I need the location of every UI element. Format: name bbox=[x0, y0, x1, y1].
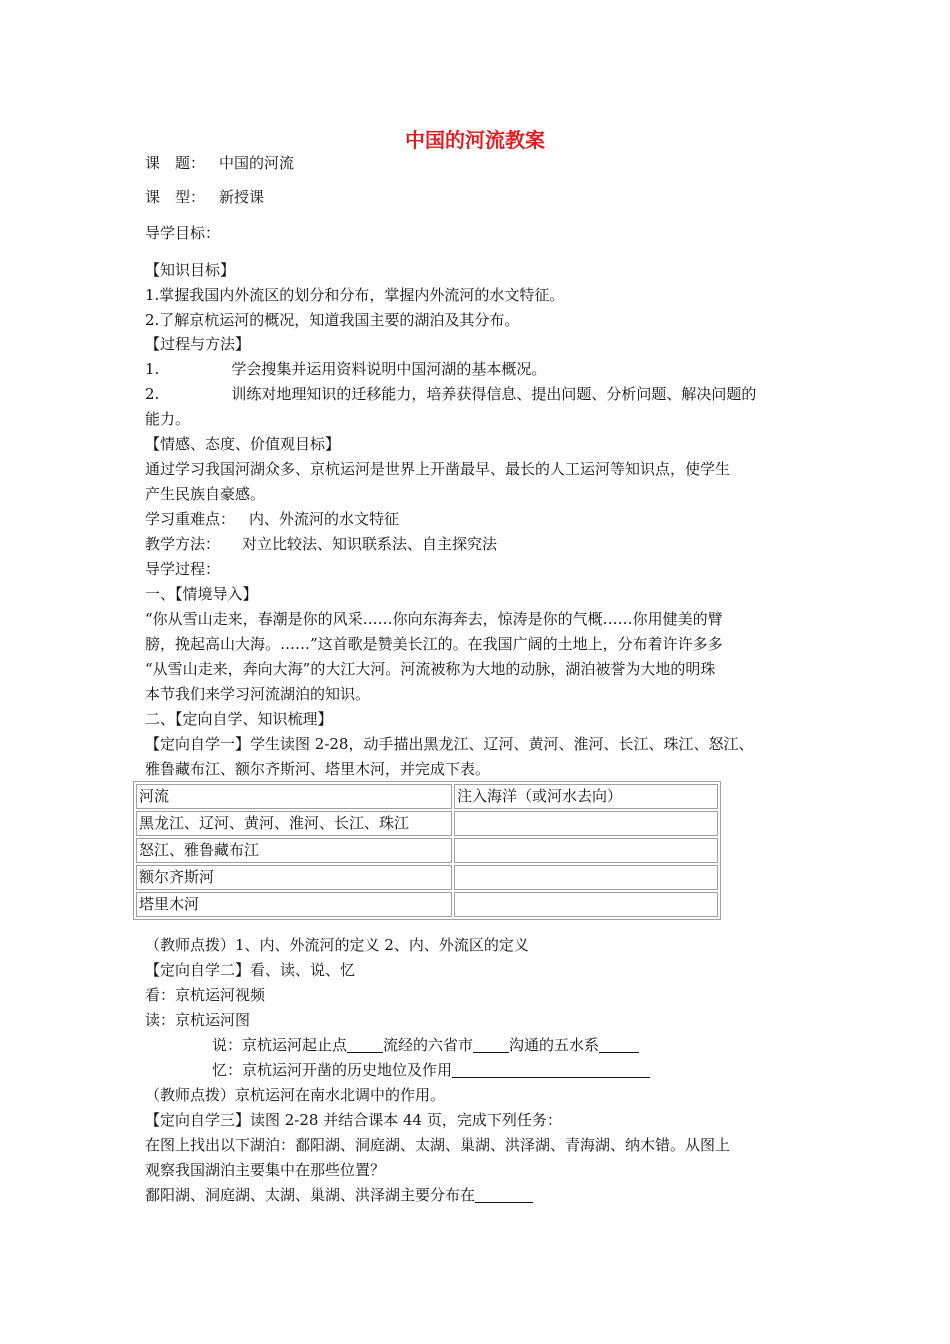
blank-water-systems[interactable] bbox=[599, 1037, 639, 1053]
goals-label: 导学目标： bbox=[145, 224, 221, 242]
section1-line-2: 膀，挽起高山大海。……”这首歌是赞美长江的。在我国广阔的土地上，分布着许许多多 bbox=[145, 635, 723, 653]
methods-label: 教学方法： bbox=[145, 535, 221, 553]
table-cell-answer[interactable] bbox=[454, 838, 718, 863]
table-cell-answer[interactable] bbox=[454, 892, 718, 917]
task2-recall-text: 忆：京杭运河开凿的历史地位及作用 bbox=[212, 1061, 453, 1079]
process-item-2-cont: 能力。 bbox=[145, 410, 191, 428]
table-cell-river: 怒江、雅鲁藏布江 bbox=[136, 838, 452, 863]
table-cell-river: 额尔齐斯河 bbox=[136, 865, 452, 890]
blank-provinces[interactable] bbox=[473, 1037, 509, 1053]
section1-line-3: “从雪山走来，奔向大海”的大江大河。河流被称为大地的动脉，湖泊被誉为大地的明珠 bbox=[145, 660, 716, 678]
key-points-line bbox=[145, 509, 399, 529]
task3-line-2: 观察我国湖泊主要集中在那些位置？ bbox=[145, 1161, 386, 1179]
task2-heading: 【定向自学二】看、读、说、忆 bbox=[145, 961, 356, 979]
process-label: 导学过程： bbox=[145, 560, 221, 578]
table-row bbox=[136, 838, 718, 863]
task3-line-1: 在图上找出以下湖泊：鄱阳湖、洞庭湖、太湖、巢湖、洪泽湖、青海湖、纳木错。从图上 bbox=[145, 1136, 731, 1154]
key-points-value: 内、外流河的水文特征 bbox=[249, 510, 400, 528]
task3-line-3-text: 鄱阳湖、洞庭湖、太湖、巢湖、洪泽湖主要分布在 bbox=[145, 1186, 476, 1204]
section2-heading: 二、【定向自学、知识梳理】 bbox=[145, 710, 333, 728]
table-header-river: 河流 bbox=[136, 784, 452, 809]
blank-start-end[interactable] bbox=[347, 1037, 383, 1053]
table-cell-river: 塔里木河 bbox=[136, 892, 452, 917]
knowledge-item-2: 2.了解京杭运河的概况，知道我国主要的湖泊及其分布。 bbox=[145, 311, 520, 329]
table-header-destination: 注入海洋（或河水去向） bbox=[454, 784, 718, 809]
methods-line bbox=[145, 534, 497, 554]
table-row bbox=[136, 811, 718, 836]
blank-lake-distribution[interactable] bbox=[475, 1187, 533, 1203]
type-line bbox=[145, 187, 264, 207]
process-heading: 【过程与方法】 bbox=[145, 335, 251, 353]
blank-history[interactable] bbox=[452, 1062, 650, 1078]
process-item-2-text: 训练对地理知识的迁移能力，培养获得信息、提出问题、分析问题、解决问题的 bbox=[231, 385, 757, 403]
table-cell-river: 黑龙江、辽河、黄河、淮河、长江、珠江 bbox=[136, 811, 452, 836]
section1-line-4: 本节我们来学习河流湖泊的知识。 bbox=[145, 685, 371, 703]
task1-line-1: 【定向自学一】学生读图 2-28，动手描出黑龙江、辽河、黄河、淮河、长江、珠江、怒江、 bbox=[145, 735, 754, 753]
key-points-label: 学习重难点： bbox=[145, 510, 236, 528]
task2-say-a: 说：京杭运河起止点 bbox=[212, 1036, 348, 1054]
attitude-text-1: 通过学习我国河湖众多、京杭运河是世界上开凿最早、最长的人工运河等知识点，使学生 bbox=[145, 460, 731, 478]
table-row bbox=[136, 865, 718, 890]
task2-read: 读：京杭运河图 bbox=[145, 1011, 251, 1029]
topic-line bbox=[145, 153, 294, 173]
table-row bbox=[136, 892, 718, 917]
process-item-1-text: 学会搜集并运用资料说明中国河湖的基本概况。 bbox=[231, 360, 547, 378]
knowledge-heading: 【知识目标】 bbox=[145, 261, 236, 279]
task3-line-3 bbox=[145, 1185, 533, 1205]
type-label: 课 型： bbox=[145, 188, 206, 206]
type-value: 新授课 bbox=[219, 188, 265, 206]
process-item-2 bbox=[145, 384, 756, 404]
table-cell-answer[interactable] bbox=[454, 811, 718, 836]
attitude-heading: 【情感、态度、价值观目标】 bbox=[145, 435, 341, 453]
topic-label: 课 题： bbox=[145, 154, 206, 172]
task2-say bbox=[212, 1035, 639, 1055]
task3-heading: 【定向自学三】读图 2-28 并结合课本 44 页，完成下列任务： bbox=[145, 1111, 562, 1129]
attitude-text-2: 产生民族自豪感。 bbox=[145, 485, 266, 503]
task2-say-c: 沟通的五水系 bbox=[509, 1036, 600, 1054]
teacher-note-1: （教师点拨）1、内、外流河的定义 2、内、外流区的定义 bbox=[145, 936, 529, 954]
process-item-2-num: 2. bbox=[145, 385, 160, 403]
section1-line-1: “你从雪山走来，春潮是你的风采……你向东海奔去，惊涛是你的气概……你用健美的臂 bbox=[145, 610, 723, 628]
teacher-note-2: （教师点拨）京杭运河在南水北调中的作用。 bbox=[145, 1086, 446, 1104]
task2-say-b: 流经的六省市 bbox=[383, 1036, 474, 1054]
table-header-row bbox=[136, 784, 718, 809]
topic-value: 中国的河流 bbox=[219, 154, 295, 172]
page-title: 中国的河流教案 bbox=[405, 128, 545, 152]
section1-heading: 一、【情境导入】 bbox=[145, 585, 258, 603]
methods-value: 对立比较法、知识联系法、自主探究法 bbox=[242, 535, 498, 553]
process-item-1 bbox=[145, 359, 546, 379]
task1-line-2: 雅鲁藏布江、额尔齐斯河、塔里木河，并完成下表。 bbox=[145, 760, 491, 778]
river-table bbox=[133, 781, 721, 920]
knowledge-item-1: 1.掌握我国内外流区的划分和分布，掌握内外流河的水文特征。 bbox=[145, 286, 565, 304]
task2-recall bbox=[212, 1060, 650, 1080]
table-cell-answer[interactable] bbox=[454, 865, 718, 890]
process-item-1-num: 1. bbox=[145, 360, 160, 378]
task2-see: 看：京杭运河视频 bbox=[145, 986, 266, 1004]
